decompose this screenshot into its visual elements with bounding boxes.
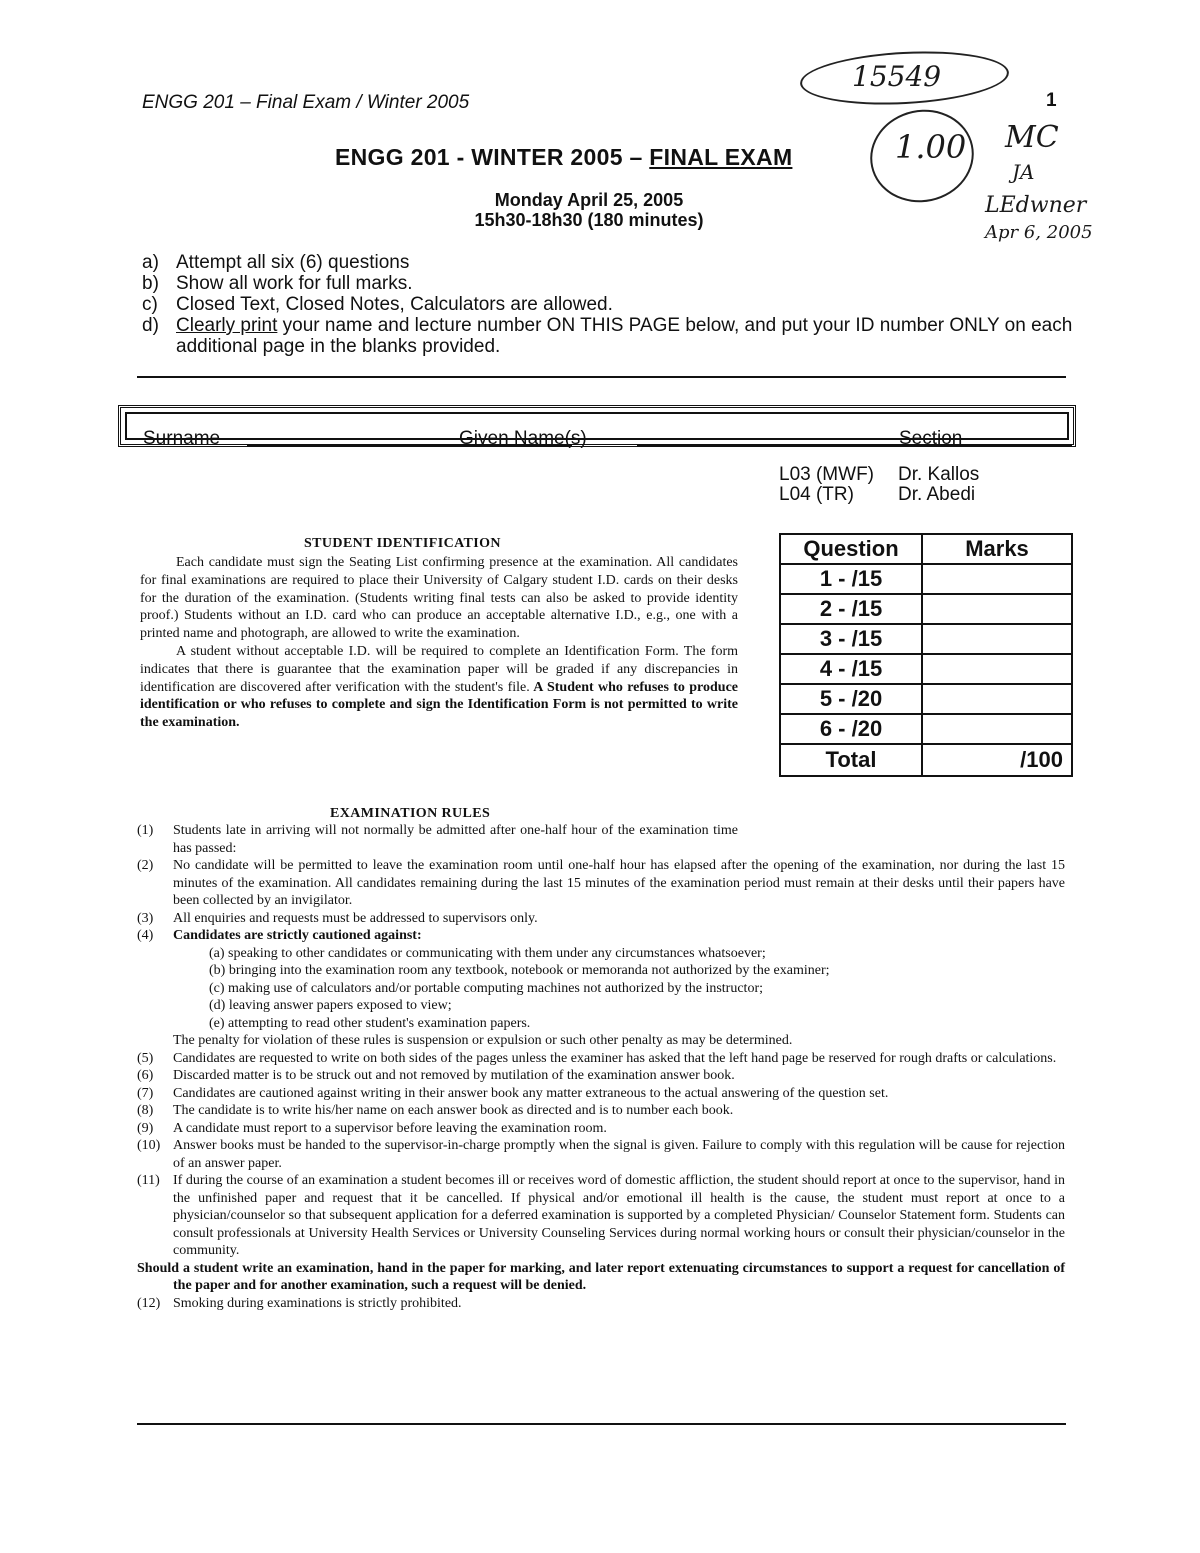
question-column-header: Question	[780, 534, 922, 564]
rule-item: (5) Candidates are requested to write on both sides of the pages unless the examiner has asked that the left hand page be reserved for rough drafts or calculations.	[137, 1050, 1057, 1066]
rule-item: (4) Candidates are strictly cautioned against: (a) speaking to other candidates or communicating with them under any circumstances whatsoever; (b) bringing into the examination room any textbook, notebook or memoranda not authorized by the examiner; (c) making use of calculators and/or portable computing machines not authorized by the instructor; (d) leaving answer papers exposed to view; (e) attempting to read other student's examination papers. The penalty for violation of these rules is suspension or expulsion or such other penalty as may be determined.	[137, 928, 830, 1048]
surname-label: Surname	[143, 428, 221, 449]
rule-denial-note: Should a student write an examination, hand in the paper for marking, and later report extenuating circumstances to support a request for cancellation of the paper and for another examination, such a request will be denied.	[137, 1260, 1065, 1293]
title-underlined: FINAL EXAM	[649, 144, 793, 170]
rule-item: (3) All enquiries and requests must be addressed to supervisors only.	[137, 910, 538, 926]
student-name-box	[118, 405, 1076, 447]
page-number: 1	[1046, 90, 1057, 111]
instruction-item: b) Show all work for full marks.	[142, 273, 413, 294]
rule-item: (11) If during the course of an examination a student becomes ill or receives word of domestic affliction, the student should report at once to the supervisor, hand in the unfinished paper and request that it be cancelled. If physical and/or emotional ill health is the cause, the student must report at once to a physician/counselor so that subsequent application for a deferred examination is supported by a completed Physician/ Counselor Statement form. Students can consult professionals at University Health Services or University Counseling Services during normal working hours or consult their physician/counselor in the community.	[137, 1173, 1065, 1258]
sid-paragraph-2: A student without acceptable I.D. will be required to complete an Identification Form. The form indicates that there is guarantee that the examination paper will be graded if any discrepancies in identification are discovered after verification with the student's file. A Student who refuses to produce identification or who refuses to complete and sign the Identification Form is not permitted to write the examination.	[140, 643, 738, 731]
given-name-label: Given Name(s)	[459, 428, 587, 449]
student-identification-text	[140, 554, 738, 732]
rule-item: (2) No candidate will be permitted to leave the examination room until one-half hour has elapsed after the opening of the examination, nor during the last 15 minutes of the examination. All candidates remaining during the last 15 minutes of the examination period must remain at their desks until their papers have been collected by an invigilator.	[137, 858, 1065, 908]
instruction-item: c) Closed Text, Closed Notes, Calculators are allowed.	[142, 294, 613, 315]
marks-header-row	[780, 534, 1072, 564]
rule-item: (7) Candidates are cautioned against writing in their answer book any matter extraneous to the actual answering of the question set.	[137, 1085, 889, 1101]
section-field[interactable]	[992, 445, 1072, 446]
examination-rules-heading: EXAMINATION RULES	[330, 806, 491, 821]
marks-table	[779, 533, 1073, 777]
table-row: 2 - /15	[780, 594, 1072, 624]
table-row: 4 - /15	[780, 654, 1072, 684]
rule-item: (1) Students late in arriving will not normally be admitted after one-half hour of the examination time has passed:	[137, 823, 738, 856]
section-row: L04 (TR) Dr. Abedi	[779, 484, 976, 505]
rule-item: (6) Discarded matter is to be struck out and not removed by mutilation of the examination answer book.	[137, 1068, 735, 1083]
table-row: 6 - /20	[780, 714, 1072, 744]
section-label: Section	[899, 428, 963, 449]
divider	[137, 1423, 1066, 1425]
handwritten-signature: LEdwner	[985, 193, 1087, 218]
examination-rules-list	[137, 822, 1065, 1312]
marks-column-header: Marks	[922, 534, 1072, 564]
lecture-sections	[779, 465, 1003, 505]
rule-item: (12) Smoking during examinations is strictly prohibited.	[137, 1295, 462, 1311]
table-row: 5 - /20	[780, 684, 1072, 714]
instruction-item: d) Clearly print your name and lecture number ON THIS PAGE below, and put your ID number ONLY on each additional page in the blanks provided.	[142, 315, 1073, 357]
divider	[137, 376, 1066, 378]
rule-item: (8) The candidate is to write his/her name on each answer book as directed and is to number each book.	[137, 1103, 734, 1118]
page-title	[335, 144, 792, 171]
title-main: ENGG 201 - WINTER 2005 –	[335, 144, 650, 170]
name-box-inner	[125, 412, 1069, 449]
sid-paragraph-1: Each candidate must sign the Seating List confirming presence at the examination. All candidates for final examinations are required to place their University of Calgary student I.D. cards on their desks for the duration of the examination. (Students writing final tests can also be asked to provide identity proof.) Students without an I.D. card who can produce an acceptable alternative I.D., e.g., one with a printed name and photograph, are allowed to write the examination.	[140, 555, 738, 642]
handwritten-initials-2: JA	[1012, 160, 1035, 184]
section-row: L03 (MWF) Dr. Kallos	[779, 464, 980, 485]
total-row: Total /100	[780, 744, 1072, 776]
table-row: 3 - /15	[780, 624, 1072, 654]
exam-day: Monday April 25, 2005	[494, 190, 684, 210]
header-course-line: ENGG 201 – Final Exam / Winter 2005	[142, 92, 470, 113]
handwritten-grade: 1.00	[895, 128, 967, 166]
rule-item: (9) A candidate must report to a supervisor before leaving the examination room.	[137, 1120, 607, 1136]
student-identification-heading: STUDENT IDENTIFICATION	[304, 536, 501, 551]
handwritten-code: 15549	[852, 60, 942, 93]
table-row: 1 - /15	[780, 564, 1072, 594]
handwritten-date: Apr 6, 2005	[985, 222, 1093, 243]
rule-item: (10) Answer books must be handed to the supervisor-in-charge promptly when the signal is given. Failure to comply with this regulation will be cause for rejection of an answer paper.	[137, 1138, 1065, 1171]
handwritten-initials: MC	[1005, 120, 1059, 155]
instruction-item: a) Attempt all six (6) questions	[142, 252, 410, 273]
exam-time: 15h30-18h30 (180 minutes)	[474, 210, 704, 230]
instructions-list	[142, 252, 1077, 357]
